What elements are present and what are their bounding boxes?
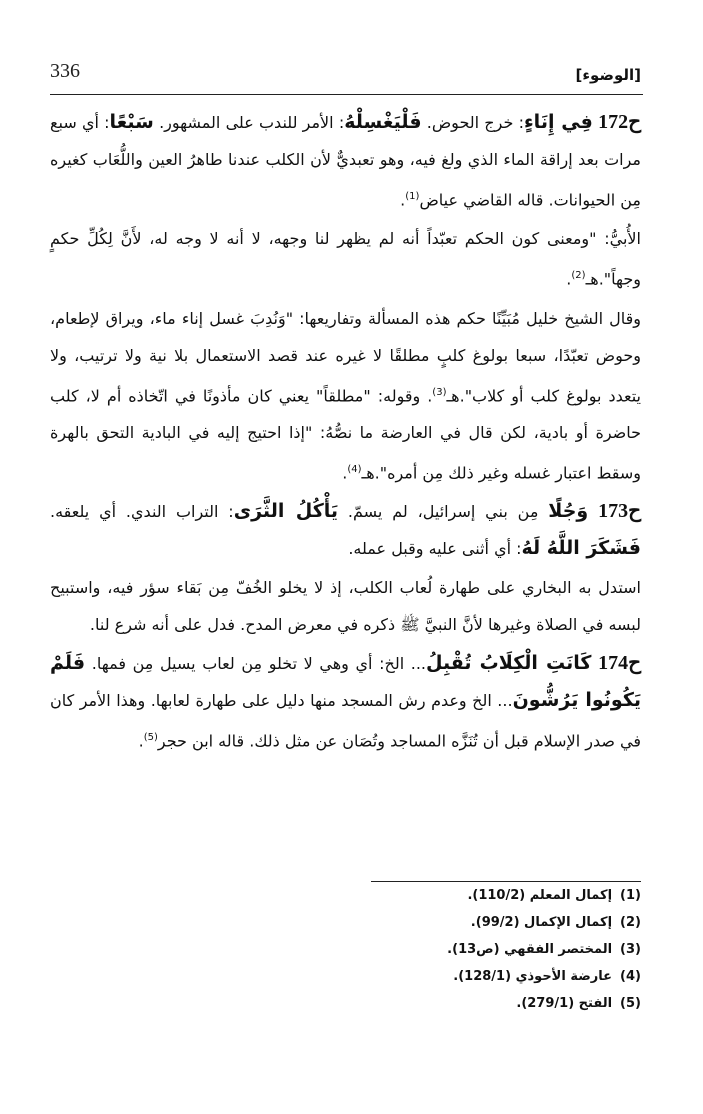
paragraph-hadith-172: [50, 104, 641, 218]
footnote-5: [241, 990, 641, 1017]
paragraph-hadith-173: [50, 493, 641, 567]
keyword: فِي إِنَاءٍ: [523, 111, 593, 133]
paragraph-hadith-174: [50, 645, 641, 759]
text: ... الخ وعدم رش المسجد منها دليل على طهارة لعابها. وهذا الأمر كان في صدر الإسلام قبل أن تُنَزَّه المساجد وتُصَان عن مثل ذلك. قاله ابن حجر: [50, 691, 641, 751]
text: : الأمر للندب على المشهور.: [159, 113, 345, 132]
footnote-text: عارضة الأحوذي (128/1).: [453, 969, 613, 984]
text: .: [566, 269, 572, 289]
keyword: فَشَكَرَ اللَّهُ لَهُ: [521, 537, 641, 560]
footnote-4: [241, 963, 641, 990]
text: : أي أثنى عليه وقبل عمله.: [348, 539, 522, 559]
header-divider: [50, 94, 643, 95]
footnote-ref: (4): [347, 463, 362, 475]
footnote-number: (5): [620, 996, 641, 1011]
keyword: فَلَمْ يَكُونُوا يَرُشُّونَ: [50, 652, 642, 712]
text: : خرج الحوض.: [426, 113, 524, 132]
footnote-text: المختصر الفقهي (ص13).: [447, 942, 613, 957]
footnote-2: [241, 909, 641, 936]
text: : أي سبع مرات بعد إراقة الماء الذي ولغ فيه، وهو تعبديٌّ لأن الكلب عندنا طاهرُ العين واللُّعَاب كغيره مِن الحيوانات. قاله القاضي عياض: [50, 113, 641, 210]
text: .: [400, 190, 406, 210]
footnote-number: (2): [620, 915, 641, 930]
text: استدل به البخاري على طهارة لُعاب الكلب، إذ لا يخلو الخُفّ مِن بَقاء سؤر فيه، واستبيح لبسه في الصلاة وغيرها لأنَّ النبيَّ ﷺ ذكره في معرض المدح. فدل على أنه شرع لنا.: [50, 578, 641, 635]
keyword: يَأْكُلُ الثَّرَى: [233, 500, 339, 523]
page-number: 336: [50, 60, 80, 82]
footnote-text: إكمال المعلم (110/2).: [467, 888, 613, 903]
footnote-ref: (1): [405, 191, 420, 202]
text: الأُبيُّ: "ومعنى كون الحكم تعبّداً أنه لم يظهر لنا وجهه، لا أنه لا وجه له، لأَنَّ لِكُلِّ حكمٍ وجهاً".هـ: [50, 229, 641, 289]
footnote-1: [241, 882, 641, 909]
text: وقال الشيخ خليل مُبَيِّنًا حكم هذه المسألة وتفاريعها: "وَنُدِبَ غسل إناء ماء، ويراق لإطعام، وحوض تعبّدًا، سبعا بولوغ كلبٍ مطلقًا لا غيره عند قصد الاستعمال بلا نية ولا ترتيب، ولا يتعدد بولوغ كلب أو كلاب".هـ: [50, 308, 641, 405]
footnote-text: الفتح (279/1).: [516, 996, 613, 1011]
text: : التراب الندي. أي يلعقه.: [50, 502, 234, 522]
paragraph-bukhari: [50, 569, 641, 643]
footnote-ref: (2): [571, 270, 586, 282]
hadith-number-174: ح174: [598, 652, 642, 675]
paragraph-khalil: [50, 300, 641, 492]
footnote-text: إكمال الإكمال (99/2).: [470, 915, 613, 930]
running-title: [الوضوء]: [575, 66, 641, 84]
footnote-ref: (5): [143, 732, 158, 744]
text: .: [138, 731, 144, 751]
text: .: [342, 463, 348, 483]
footnote-3: [241, 936, 641, 963]
hadith-number-173: ح173: [598, 500, 641, 523]
body-text: [50, 104, 641, 762]
keyword: سَبْعًا: [109, 111, 154, 133]
hadith-number-172: ح172: [598, 111, 642, 133]
keyword: كَانَتِ الْكِلَابُ تُقْبِلُ: [426, 652, 592, 675]
footnote-number: (1): [620, 888, 641, 903]
text: ... الخ: أي وهي لا تخلو مِن لعاب يسيل مِن فمها.: [91, 654, 427, 674]
footnote-number: (4): [620, 969, 641, 984]
paragraph-ubbi: [50, 220, 641, 297]
keyword: فَلْيَغْسِلْهُ: [344, 111, 422, 133]
keyword: وَجُلًا: [548, 500, 589, 523]
text: . وقوله: "مطلقاً" يعني كان مأذونًا في اتّخاذه أم لا، كلب حاضرة أو بادية، لكن قال في العارضة ما نصُّهُ: "إذا احتيج إليه في البادية التحق بالهرة وسقط اعتبار غسله وغير ذلك مِن أمره".هـ: [50, 385, 641, 483]
text: مِن بني إسرائيل، لم يسمّ.: [347, 502, 549, 522]
footnote-number: (3): [620, 942, 641, 957]
footnote-ref: (3): [432, 386, 447, 398]
footnotes: [241, 882, 641, 1017]
